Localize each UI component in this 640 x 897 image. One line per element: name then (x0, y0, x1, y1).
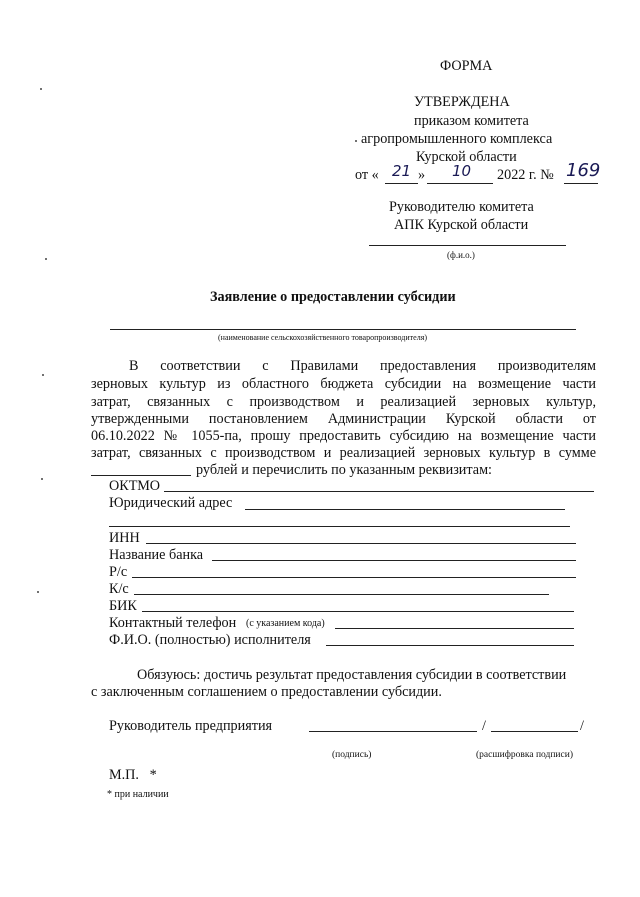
date-mid: » (418, 167, 426, 183)
signature-decode-line[interactable] (491, 731, 578, 732)
slash-2: / (580, 718, 584, 734)
inn-line[interactable] (146, 543, 576, 544)
date-day: 21 (392, 162, 412, 180)
ks-label: К/с (109, 581, 129, 597)
sign-hint: (подпись) (332, 750, 372, 760)
producer-hint: (наименование сельскохозяйственного товаропроизводителя) (218, 333, 428, 342)
head-label: Руководитель предприятия (109, 718, 273, 734)
seal-mark: М.П. * (109, 767, 157, 783)
amount-line (91, 475, 191, 476)
body-line-1: В соответствии с Правилами предоставления производителям (129, 358, 596, 374)
scan-speck (42, 374, 44, 376)
order-line-3: Курской области (416, 149, 517, 165)
phone-label: Контактный телефон (109, 615, 237, 631)
body-last-line: рублей и перечислить по указанным реквизитам: (196, 462, 492, 478)
legal-address-label: Юридический адрес (109, 495, 233, 511)
obligation-line-1: Обязуюсь: достичь результат предоставления субсидии в соответствии (137, 667, 567, 683)
executor-fio-label: Ф.И.О. (полностью) исполнителя (109, 632, 311, 648)
scan-speck (45, 258, 47, 260)
footnote: * при наличии (107, 789, 169, 800)
legal-address-line-2[interactable] (109, 526, 570, 527)
addressee-line-1: Руководителю комитета (389, 199, 534, 215)
rs-line[interactable] (132, 577, 576, 578)
body-line-3: затрат, связанных с производством и реализацией зерновых культур, (91, 394, 596, 410)
order-line-1: приказом комитета (414, 113, 529, 129)
addressee-fio-line (369, 245, 566, 246)
date-prefix: от « (355, 167, 379, 183)
scan-speck (37, 591, 39, 593)
bank-name-label: Название банка (109, 547, 204, 563)
executor-fio-line[interactable] (326, 645, 574, 646)
date-day-line (385, 183, 418, 184)
oktmo-label: ОКТМО (109, 478, 161, 494)
scan-speck (40, 88, 42, 90)
fio-hint: (ф.и.о.) (447, 250, 475, 260)
body-line-6: затрат, связанных с производством и реализацией зерновых культур в сумме (91, 445, 596, 461)
order-number: 169 (566, 160, 601, 181)
body-line-5: 06.10.2022 № 1055-па, прошу предоставить субсидию на возмещение части (91, 428, 596, 444)
rs-label: Р/с (109, 564, 128, 580)
phone-hint: (с указанием кода) (246, 618, 325, 629)
obligation-line-2: с заключенным соглашением о предоставлении субсидии. (91, 684, 442, 700)
bik-line[interactable] (142, 611, 574, 612)
addressee-line-2: АПК Курской области (394, 217, 529, 233)
bik-label: БИК (109, 598, 137, 614)
legal-address-line[interactable] (245, 509, 565, 510)
inn-label: ИНН (109, 530, 140, 546)
ks-line[interactable] (134, 594, 549, 595)
order-number-line (564, 183, 598, 184)
order-line-2: агропромышленного комплекса (361, 131, 553, 147)
body-line-4: утвержденными постановлением Администрации Курской области от (91, 411, 596, 427)
document-title: Заявление о предоставлении субсидии (210, 289, 456, 305)
oktmo-line[interactable] (164, 491, 594, 492)
approved-heading: УТВЕРЖДЕНА (414, 94, 510, 110)
date-month: 10 (452, 162, 472, 180)
scan-speck (355, 140, 357, 142)
signature-line[interactable] (309, 731, 477, 732)
phone-line[interactable] (335, 628, 574, 629)
body-line-2: зерновых культур из областного бюджета субсидии на возмещение части (91, 376, 596, 392)
scan-speck (41, 478, 43, 480)
slash-1: / (482, 718, 486, 734)
date-month-line (427, 183, 493, 184)
bank-name-line[interactable] (212, 560, 576, 561)
decode-hint: (расшифровка подписи) (476, 750, 573, 760)
form-label: ФОРМА (440, 58, 493, 74)
producer-line (110, 329, 576, 330)
date-year: 2022 г. № (497, 167, 554, 183)
